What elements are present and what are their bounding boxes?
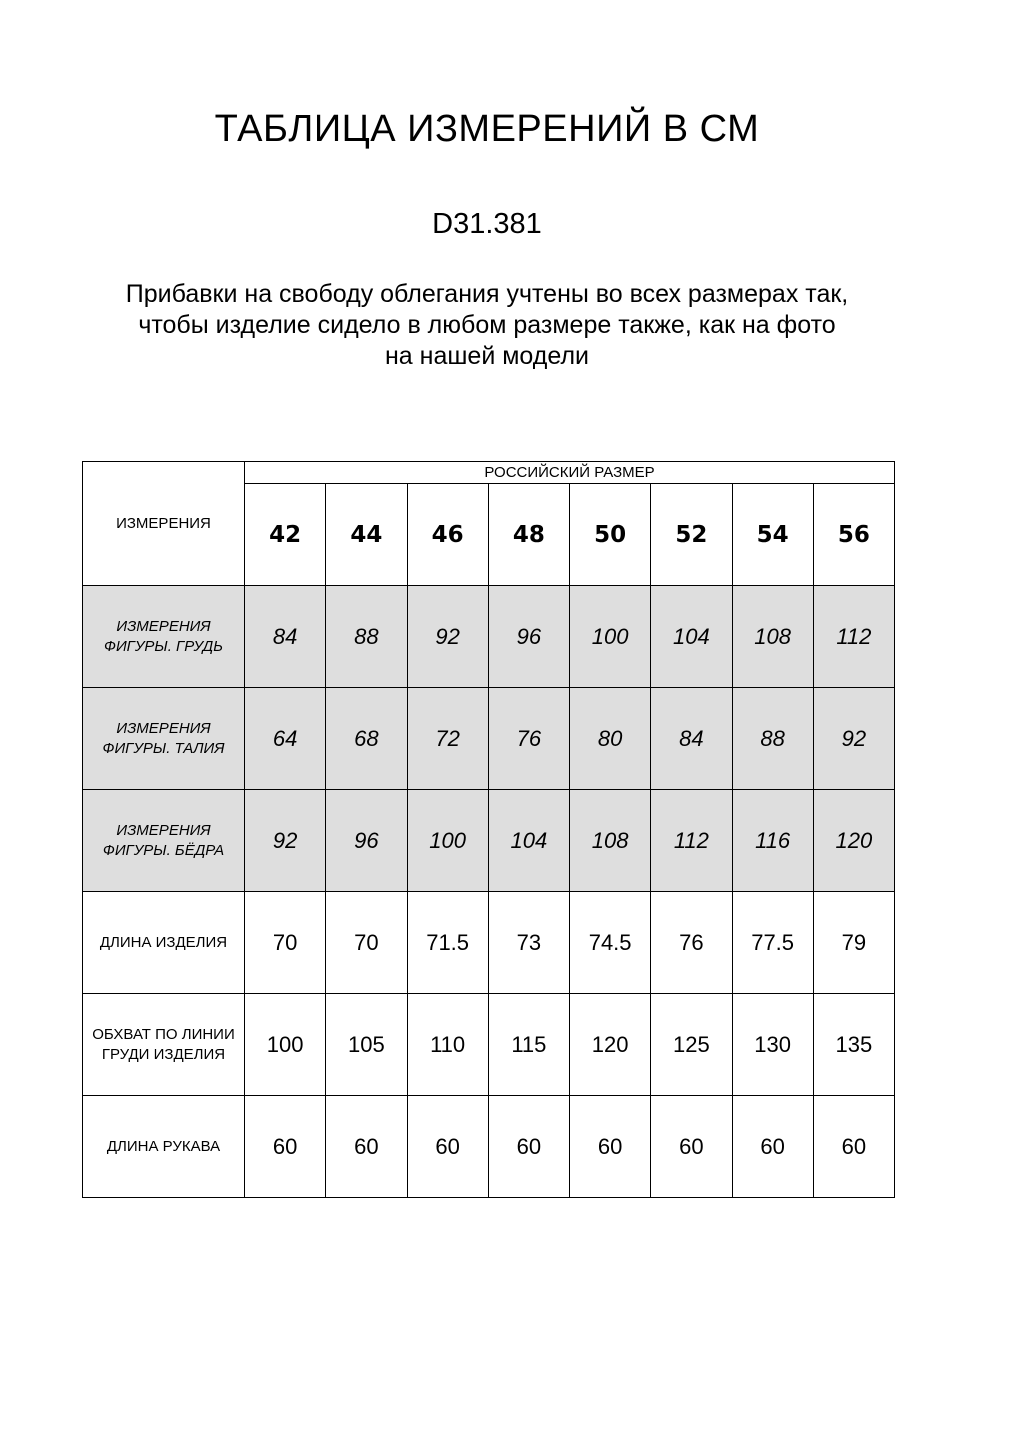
table-row (83, 688, 895, 790)
table-cell: 68 (326, 688, 407, 790)
size-header-cell: 56 (813, 484, 894, 586)
table-cell: 76 (488, 688, 569, 790)
table-cell: 108 (570, 790, 651, 892)
fit-note (60, 279, 914, 372)
size-header-cell: 50 (570, 484, 651, 586)
table-cell: 72 (407, 688, 488, 790)
table-row (83, 1096, 895, 1198)
article-number: D31.381 (432, 208, 542, 240)
table-cell: 110 (407, 994, 488, 1096)
table-cell: 60 (488, 1096, 569, 1198)
table-header-row (83, 462, 895, 484)
table-cell: 77.5 (732, 892, 813, 994)
table-cell: 116 (732, 790, 813, 892)
table-cell: 60 (326, 1096, 407, 1198)
russian-size-header: РОССИЙСКИЙ РАЗМЕР (245, 462, 895, 484)
table-cell: 60 (651, 1096, 732, 1198)
table-row (83, 586, 895, 688)
table-cell: 70 (245, 892, 326, 994)
table-cell: 60 (813, 1096, 894, 1198)
table-row (83, 892, 895, 994)
size-header-cell: 44 (326, 484, 407, 586)
table-cell: 84 (245, 586, 326, 688)
table-cell: 60 (407, 1096, 488, 1198)
table-cell: 92 (245, 790, 326, 892)
table-cell: 84 (651, 688, 732, 790)
table-row (83, 790, 895, 892)
measurements-header: ИЗМЕРЕНИЯ (83, 462, 245, 586)
row-label: ДЛИНА РУКАВА (83, 1096, 245, 1198)
fit-note-line: Прибавки на свободу облегания учтены во всех размерах так, (125, 280, 849, 308)
table-cell: 60 (245, 1096, 326, 1198)
table-cell: 100 (407, 790, 488, 892)
table-cell: 120 (813, 790, 894, 892)
table-cell: 74.5 (570, 892, 651, 994)
table-cell: 112 (813, 586, 894, 688)
row-label: ИЗМЕРЕНИЯ ФИГУРЫ. ТАЛИЯ (83, 688, 245, 790)
page-title: ТАБЛИЦА ИЗМЕРЕНИЙ В СМ (214, 108, 760, 150)
table-cell: 88 (326, 586, 407, 688)
table-cell: 71.5 (407, 892, 488, 994)
fit-note-line: на нашей модели (385, 342, 589, 370)
table-cell: 76 (651, 892, 732, 994)
table-cell: 112 (651, 790, 732, 892)
table-cell: 70 (326, 892, 407, 994)
size-table (82, 461, 895, 1198)
table-row (83, 994, 895, 1096)
table-cell: 104 (651, 586, 732, 688)
table-cell: 115 (488, 994, 569, 1096)
row-label: ИЗМЕРЕНИЯ ФИГУРЫ. ГРУДЬ (83, 586, 245, 688)
table-cell: 80 (570, 688, 651, 790)
table-cell: 100 (570, 586, 651, 688)
table-cell: 105 (326, 994, 407, 1096)
row-label: ОБХВАТ ПО ЛИНИИ ГРУДИ ИЗДЕЛИЯ (83, 994, 245, 1096)
fit-note-line: чтобы изделие сидело в любом размере также, как на фото (138, 311, 836, 339)
size-header-cell: 46 (407, 484, 488, 586)
size-header-cell: 42 (245, 484, 326, 586)
table-cell: 73 (488, 892, 569, 994)
table-cell: 88 (732, 688, 813, 790)
size-header-cell: 54 (732, 484, 813, 586)
table-cell: 64 (245, 688, 326, 790)
table-cell: 108 (732, 586, 813, 688)
table-cell: 130 (732, 994, 813, 1096)
size-header-cell: 52 (651, 484, 732, 586)
row-label: ИЗМЕРЕНИЯ ФИГУРЫ. БЁДРА (83, 790, 245, 892)
table-cell: 104 (488, 790, 569, 892)
table-cell: 135 (813, 994, 894, 1096)
table-cell: 100 (245, 994, 326, 1096)
table-cell: 92 (813, 688, 894, 790)
table-cell: 120 (570, 994, 651, 1096)
size-header-cell: 48 (488, 484, 569, 586)
table-cell: 79 (813, 892, 894, 994)
table-cell: 96 (488, 586, 569, 688)
table-cell: 60 (732, 1096, 813, 1198)
table-cell: 125 (651, 994, 732, 1096)
table-cell: 60 (570, 1096, 651, 1198)
row-label: ДЛИНА ИЗДЕЛИЯ (83, 892, 245, 994)
table-cell: 92 (407, 586, 488, 688)
table-cell: 96 (326, 790, 407, 892)
